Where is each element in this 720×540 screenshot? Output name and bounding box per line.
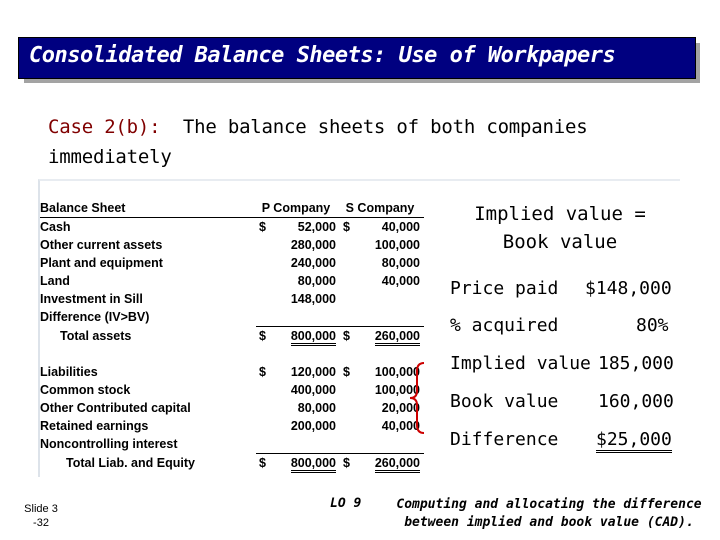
- price-paid-label: Price paid: [450, 278, 559, 299]
- book-value-label: Book value: [450, 391, 559, 412]
- table-header-row: [40, 199, 424, 218]
- implied-value-note: Implied value = Book value: [474, 203, 646, 253]
- lo-line2: between implied and book value (CAD).: [404, 515, 694, 530]
- table-row: [40, 272, 424, 290]
- p-amount: 148,000: [290, 292, 336, 306]
- s-amount: [340, 290, 424, 308]
- header-s-company: S Company: [340, 199, 424, 218]
- book-value-amount: 160,000: [598, 391, 674, 412]
- currency-symbol: $: [343, 329, 350, 343]
- table-row: [40, 254, 424, 272]
- s-total-assets: [340, 327, 424, 346]
- slide-title: Consolidated Balance Sheets: Use of Workpapers: [29, 43, 616, 68]
- table-row: [40, 399, 424, 417]
- s-amount: 40,000: [381, 419, 420, 433]
- p-amount: 240,000: [290, 256, 336, 270]
- p-amount: 120,000: [290, 365, 336, 379]
- p-amount: 800,000: [291, 329, 336, 346]
- brace-icon: [408, 361, 428, 435]
- learning-objective-label: LO 9: [330, 496, 362, 511]
- lo-line1: Computing and allocating the difference: [396, 497, 702, 512]
- currency-symbol: $: [343, 456, 350, 470]
- s-amount: 260,000: [375, 456, 420, 473]
- difference-amount: $25,000: [596, 429, 672, 453]
- slide-number-text: Slide 3 -32: [24, 503, 58, 529]
- row-label: Other Contributed capital: [40, 401, 191, 415]
- implied-value-amount: 185,000: [598, 353, 674, 374]
- s-amount: 100,000: [374, 365, 420, 379]
- row-label: Common stock: [40, 383, 131, 397]
- currency-symbol: $: [259, 456, 266, 470]
- case-text-line1: The balance sheets of both companies immediately: [48, 116, 588, 168]
- s-amount: 80,000: [381, 256, 420, 270]
- price-paid-value: $148,000: [585, 278, 672, 299]
- p-amount: 80,000: [297, 274, 336, 288]
- table-row: [40, 290, 424, 308]
- s-amount: [340, 308, 424, 327]
- currency-symbol: $: [343, 220, 350, 234]
- s-amount: 100,000: [374, 383, 420, 397]
- pct-acquired-label: % acquired: [450, 315, 559, 336]
- p-amount: [256, 308, 340, 327]
- s-value: [340, 218, 424, 237]
- p-total-assets: [256, 327, 340, 346]
- row-label: Investment in Sill: [40, 292, 143, 306]
- spacer-row: [40, 345, 424, 363]
- p-amount: 280,000: [290, 238, 336, 252]
- currency-symbol: $: [259, 220, 266, 234]
- p-amount: 400,000: [290, 383, 336, 397]
- row-label: Plant and equipment: [40, 256, 163, 270]
- table-row: [40, 363, 424, 381]
- difference-label: Difference: [450, 429, 559, 450]
- p-amount: 52,000: [297, 220, 336, 234]
- learning-objective-text: [384, 496, 714, 532]
- table-row: [40, 236, 424, 254]
- currency-symbol: $: [259, 329, 266, 343]
- currency-symbol: $: [259, 365, 266, 379]
- table-row: [40, 218, 424, 237]
- total-assets-label: Total assets: [60, 328, 132, 343]
- s-total-liab: [340, 454, 424, 473]
- header-label: Balance Sheet: [40, 199, 256, 218]
- implied-value-label: Implied value: [450, 353, 591, 374]
- s-amount: 20,000: [381, 401, 420, 415]
- p-value: [256, 363, 340, 381]
- table-row: [40, 417, 424, 435]
- s-amount: [340, 435, 424, 454]
- balance-sheet-table: [40, 199, 424, 472]
- table-row: [40, 308, 424, 327]
- p-total-liab: [256, 454, 340, 473]
- header-p-company: P Company: [256, 199, 340, 218]
- row-label: Noncontrolling interest: [40, 437, 178, 452]
- p-amount: 80,000: [297, 401, 336, 415]
- row-label: Difference (IV>BV): [40, 310, 150, 325]
- row-label: Cash: [40, 220, 71, 234]
- slide-number: [24, 502, 58, 530]
- case-label: Case 2(b):: [48, 116, 161, 138]
- row-label: Liabilities: [40, 365, 98, 379]
- table-row: [40, 435, 424, 454]
- s-amount: 260,000: [375, 329, 420, 346]
- row-label: Retained earnings: [40, 419, 149, 433]
- title-bar: [18, 37, 696, 79]
- total-assets-row: [40, 327, 424, 346]
- s-amount: 40,000: [381, 220, 420, 234]
- p-amount: 800,000: [291, 456, 336, 473]
- p-value: [256, 218, 340, 237]
- row-label: Other current assets: [40, 238, 163, 252]
- currency-symbol: $: [343, 365, 350, 379]
- total-liab-row: [40, 454, 424, 473]
- p-amount: 200,000: [290, 419, 336, 433]
- table-row: [40, 381, 424, 399]
- s-amount: 100,000: [374, 238, 420, 252]
- row-label: Land: [40, 274, 70, 288]
- p-amount: [256, 435, 340, 454]
- total-liab-label: Total Liab. and Equity: [66, 455, 195, 470]
- s-amount: 40,000: [381, 274, 420, 288]
- pct-acquired-value: 80%: [636, 315, 669, 336]
